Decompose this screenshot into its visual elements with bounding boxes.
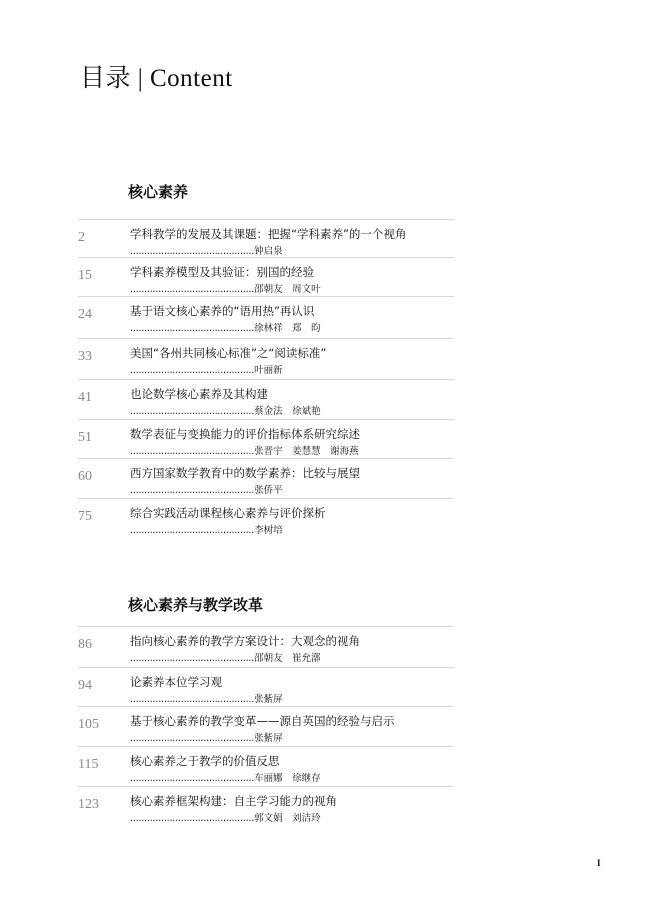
entry-author-line (130, 320, 321, 334)
entry-authors: 蔡金法 徐斌艳 (254, 406, 321, 417)
entry-divider (78, 379, 454, 380)
entry-leader-dots: ............................................ (130, 446, 255, 457)
entry-authors: 张紫屏 (254, 694, 283, 705)
entry-leader-dots: ............................................ (130, 694, 255, 705)
entry-authors: 邵朝友 崔允漷 (254, 653, 321, 664)
entry-title[interactable]: 核心素养框架构建：自主学习能力的视角 (130, 794, 337, 808)
entry-leader-dots: ............................................ (130, 284, 255, 295)
entry-author-line (130, 281, 321, 295)
entry-leader-dots: ............................................ (130, 323, 255, 334)
page-number: I (597, 858, 601, 868)
entry-author-line (130, 770, 321, 784)
toc-entry[interactable] (0, 713, 649, 749)
entry-author-line (130, 403, 321, 417)
entry-page-number: 60 (78, 469, 92, 484)
entry-authors: 车丽娜 徐继存 (254, 773, 321, 784)
entry-title[interactable]: 指向核心素养的教学方案设计：大观念的视角 (130, 634, 360, 648)
page-title: 目录 | Content (80, 65, 233, 92)
entry-author-line (130, 522, 283, 536)
entry-divider (78, 498, 454, 499)
entry-title[interactable]: 数学表征与变换能力的评价指标体系研究综述 (130, 427, 360, 441)
entry-author-line (130, 730, 283, 744)
entry-authors: 徐林祥 郑 昀 (254, 323, 321, 334)
toc-entry[interactable] (0, 386, 649, 422)
entry-authors: 叶丽新 (254, 365, 283, 376)
entry-divider (78, 746, 454, 747)
toc-entry[interactable] (0, 264, 649, 300)
entry-title[interactable]: 核心素养之于教学的价值反思 (130, 754, 280, 768)
entry-title[interactable]: 综合实践活动课程核心素养与评价探析 (130, 506, 326, 520)
entry-author-line (130, 362, 283, 376)
entry-title[interactable]: 学科素养模型及其验证：别国的经验 (130, 265, 314, 279)
entry-divider (78, 296, 454, 297)
entry-title[interactable]: 西方国家数学教育中的数学素养：比较与展望 (130, 466, 360, 480)
entry-page-number: 41 (78, 390, 92, 405)
entry-page-number: 123 (78, 797, 99, 812)
entry-authors: 张晋宇 姜慧慧 谢海燕 (254, 446, 359, 457)
entry-leader-dots: ............................................ (130, 485, 255, 496)
entry-page-number: 105 (78, 717, 99, 732)
toc-entry[interactable] (0, 345, 649, 381)
entry-author-line (130, 650, 321, 664)
toc-entry[interactable] (0, 426, 649, 462)
entry-page-number: 86 (78, 637, 92, 652)
entry-page-number: 15 (78, 268, 92, 283)
entry-leader-dots: ............................................ (130, 246, 255, 257)
entry-divider (78, 786, 454, 787)
toc-entry[interactable] (0, 303, 649, 339)
toc-entry[interactable] (0, 793, 649, 829)
entry-authors: 邵朝友 周文叶 (254, 284, 321, 295)
entry-divider (78, 458, 454, 459)
entry-authors: 李树培 (254, 525, 283, 536)
toc-entry[interactable] (0, 505, 649, 541)
entry-leader-dots: ............................................ (130, 406, 255, 417)
entry-divider (78, 338, 454, 339)
entry-author-line (130, 243, 283, 257)
entry-title[interactable]: 学科教学的发展及其课题：把握“学科素养”的一个视角 (130, 227, 407, 241)
entry-divider (78, 219, 454, 220)
entry-leader-dots: ............................................ (130, 365, 255, 376)
entry-leader-dots: ............................................ (130, 813, 255, 824)
entry-title[interactable]: 也论数学核心素养及其构建 (130, 387, 268, 401)
entry-divider (78, 626, 454, 627)
entry-title[interactable]: 论素养本位学习观 (130, 675, 222, 689)
entry-divider (78, 667, 454, 668)
entry-divider (78, 419, 454, 420)
toc-entry[interactable] (0, 465, 649, 501)
entry-leader-dots: ............................................ (130, 773, 255, 784)
entry-authors: 钟启泉 (254, 246, 283, 257)
entry-page-number: 51 (78, 430, 92, 445)
entry-page-number: 94 (78, 678, 92, 693)
entry-authors: 郭文娟 刘洁玲 (254, 813, 321, 824)
entry-divider (78, 706, 454, 707)
entry-leader-dots: ............................................ (130, 733, 255, 744)
entry-page-number: 75 (78, 509, 92, 524)
toc-entry[interactable] (0, 633, 649, 669)
entry-author-line (130, 443, 359, 457)
entry-page-number: 24 (78, 307, 92, 322)
entry-author-line (130, 810, 321, 824)
entry-leader-dots: ............................................ (130, 653, 255, 664)
entry-authors: 张侨平 (254, 485, 283, 496)
entry-page-number: 33 (78, 349, 92, 364)
entry-author-line (130, 482, 283, 496)
entry-page-number: 2 (78, 230, 85, 245)
toc-entry[interactable] (0, 753, 649, 789)
entry-author-line (130, 691, 283, 705)
entry-title[interactable]: 基于语文核心素养的“语用热”再认识 (130, 304, 315, 318)
section-heading-teaching-reform: 核心素养与教学改革 (128, 596, 264, 614)
entry-divider (78, 257, 454, 258)
entry-title[interactable]: 基于核心素养的教学变革——源自英国的经验与启示 (130, 714, 395, 728)
entry-leader-dots: ............................................ (130, 525, 255, 536)
section-heading-core-literacy: 核心素养 (128, 183, 189, 201)
entry-authors: 张紫屏 (254, 733, 283, 744)
entry-page-number: 115 (78, 757, 99, 772)
entry-title[interactable]: 美国“各州共同核心标准”之“阅读标准” (130, 346, 327, 360)
toc-entry[interactable] (0, 674, 649, 710)
